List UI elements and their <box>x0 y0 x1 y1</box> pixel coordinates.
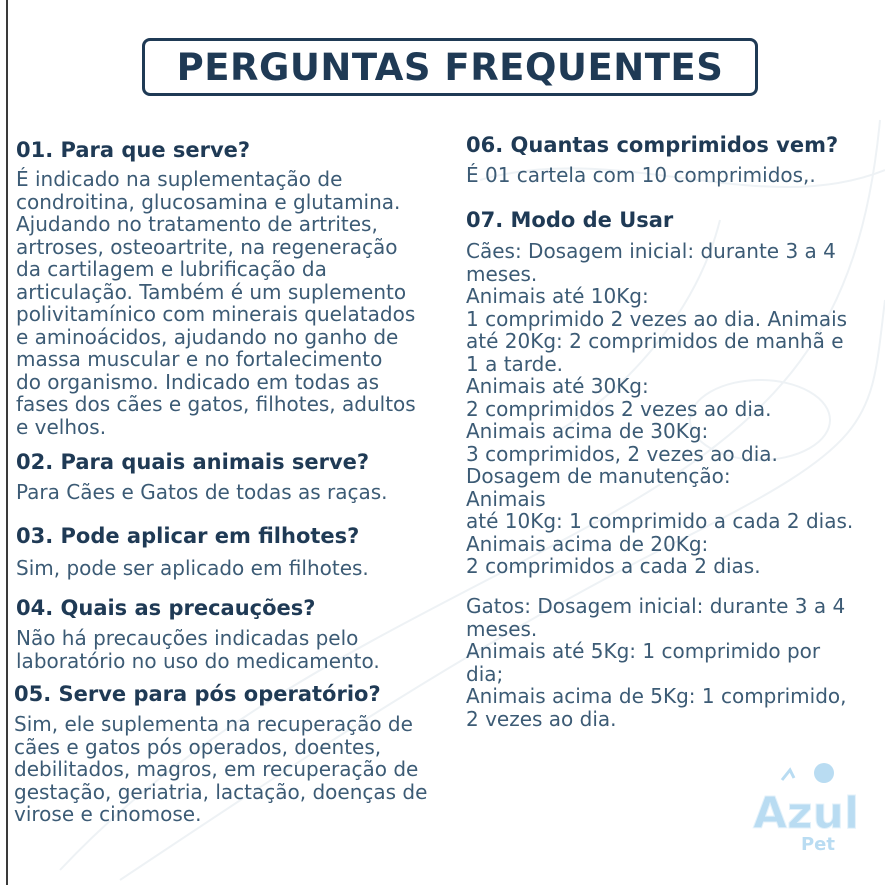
question-6: 06. Quantas comprimidos vem? <box>466 133 839 157</box>
answer-7-gatos: Gatos: Dosagem inicial: durante 3 a 4 meses. Animais até 5Kg: 1 comprimido por dia; Animais acima de 5Kg: 1 comprimido, 2 vezes ao dia. <box>466 594 847 731</box>
question-4: 04. Quais as precauções? <box>16 596 316 620</box>
logo-text: Azul <box>752 788 860 839</box>
answer-6: É 01 cartela com 10 comprimidos,. <box>466 163 816 187</box>
question-2: 02. Para quais animais serve? <box>16 450 370 474</box>
question-3: 03. Pode aplicar em filhotes? <box>16 524 360 548</box>
answer-2: Para Cães e Gatos de todas as raças. <box>16 480 388 504</box>
answer-1: É indicado na suplementação de condroitina, glucosamina e glutamina. Ajudando no tratamento de artrites, artroses, osteoartrite, na regeneração da cartilagem e lubrificação da articulação. Também é um suplemento polivitamínico com minerais quelatados e aminoácidos, ajudando no ganho de massa muscular e no fortalecimento do organismo. Indicado em todas as fases dos cães e gatos, filhotes, adultos e velhos. <box>16 167 416 439</box>
logo-subtext: Pet <box>800 834 836 855</box>
answer-7-caes: Cães: Dosagem inicial: durante 3 a 4 meses. Animais até 10Kg: 1 comprimido 2 vezes ao dia. Animais até 20Kg: 2 comprimidos de manhã e 1 a tarde. Animais até 30Kg: 2 comprimidos 2 vezes ao dia. Animais acima de 30Kg: 3 comprimidos, 2 vezes ao dia. Dosagem de manutenção: Animais até 10Kg: 1 comprimido a cada 2 dias. Animais acima de 20Kg: 2 comprimidos a cada 2 dias. <box>466 239 854 578</box>
logo-bird-icon <box>782 770 794 780</box>
page-title: PERGUNTAS FREQUENTES <box>176 45 724 89</box>
question-1: 01. Para que serve? <box>16 138 251 162</box>
answer-5: Sim, ele suplementa na recuperação de cães e gatos pós operados, doentes, debilitados, magros, em recuperação de gestação, geriatria, lactação, doenças de virose e cinomose. <box>14 712 428 826</box>
title-box <box>142 38 758 96</box>
azul-pet-logo <box>742 760 872 860</box>
question-5: 05. Serve para pós operatório? <box>14 682 381 706</box>
answer-4: Não há precauções indicadas pelo laboratório no uso do medicamento. <box>16 626 380 673</box>
answer-3: Sim, pode ser aplicado em filhotes. <box>16 556 369 580</box>
question-7: 07. Modo de Usar <box>466 208 674 232</box>
logo-dot-icon <box>814 763 834 783</box>
